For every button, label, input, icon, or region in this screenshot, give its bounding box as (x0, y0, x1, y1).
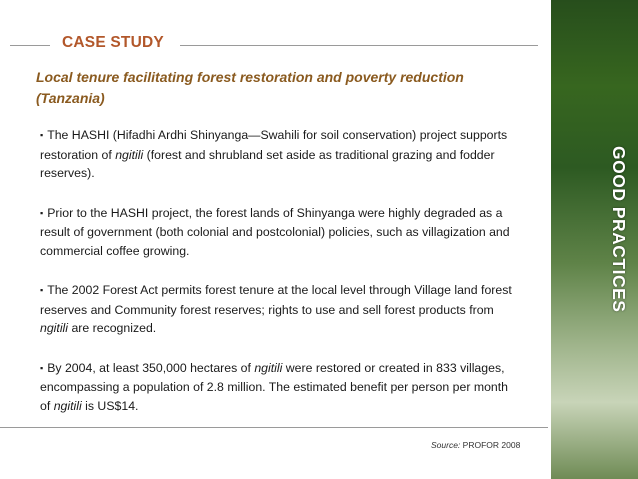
source-label: Source: (431, 440, 461, 450)
bullet-marker: ▪ (40, 207, 44, 218)
source-text: PROFOR 2008 (462, 440, 521, 450)
bullet-text: is US$14. (81, 398, 139, 413)
italic-term: ngitili (40, 321, 69, 335)
side-label: GOOD PRACTICES (609, 146, 629, 313)
bullet-text: are recognized. (68, 321, 157, 335)
bullet-text: The HASHI (Hifadhi Ardhi Shinyanga—Swahili for soil conservation) project supports restoration of (40, 128, 508, 162)
bullet-paragraph (40, 126, 520, 183)
italic-term: ngitili (115, 147, 144, 162)
slide-subtitle (36, 67, 536, 109)
photo-edge (548, 0, 551, 479)
bullet-text: were restored or created in 833 villages, encompassing a population of 2.8 million. The estimated benefit per person per month of (40, 360, 509, 413)
italic-term: ngitili (254, 360, 283, 375)
bullet-marker: ▪ (40, 362, 44, 373)
footer-rule (0, 427, 548, 428)
source-citation (431, 440, 520, 450)
bullet-paragraph (40, 281, 520, 338)
bullet-list (40, 126, 520, 436)
subtitle-line-1: Local tenure facilitating forest restoration and poverty reduction (36, 69, 464, 85)
bullet-text: (forest and shrubland set aside as traditional grazing and fodder reserves). (40, 147, 495, 180)
bullet-marker: ▪ (40, 130, 44, 140)
italic-term: ngitili (53, 398, 82, 413)
bullet-paragraph (40, 204, 520, 261)
section-label: CASE STUDY (62, 34, 164, 51)
header-rule-right (180, 45, 538, 46)
bullet-paragraph (40, 359, 520, 416)
subtitle-line-2: (Tanzania) (36, 90, 105, 106)
bullet-text: By 2004, at least 350,000 hectares of (47, 360, 255, 375)
header-rule-left (10, 45, 50, 46)
bullet-text: Prior to the HASHI project, the forest lands of Shinyanga were highly degraded as a result of government (both colonial and postcolonial) policies, such as villagization and commercial coffee growing. (40, 205, 510, 258)
bullet-text: The 2002 Forest Act permits forest tenure at the local level through Village land forest reserves and Community forest reserves; rights to use and sell forest products from (40, 283, 512, 317)
bullet-marker: ▪ (40, 285, 44, 295)
